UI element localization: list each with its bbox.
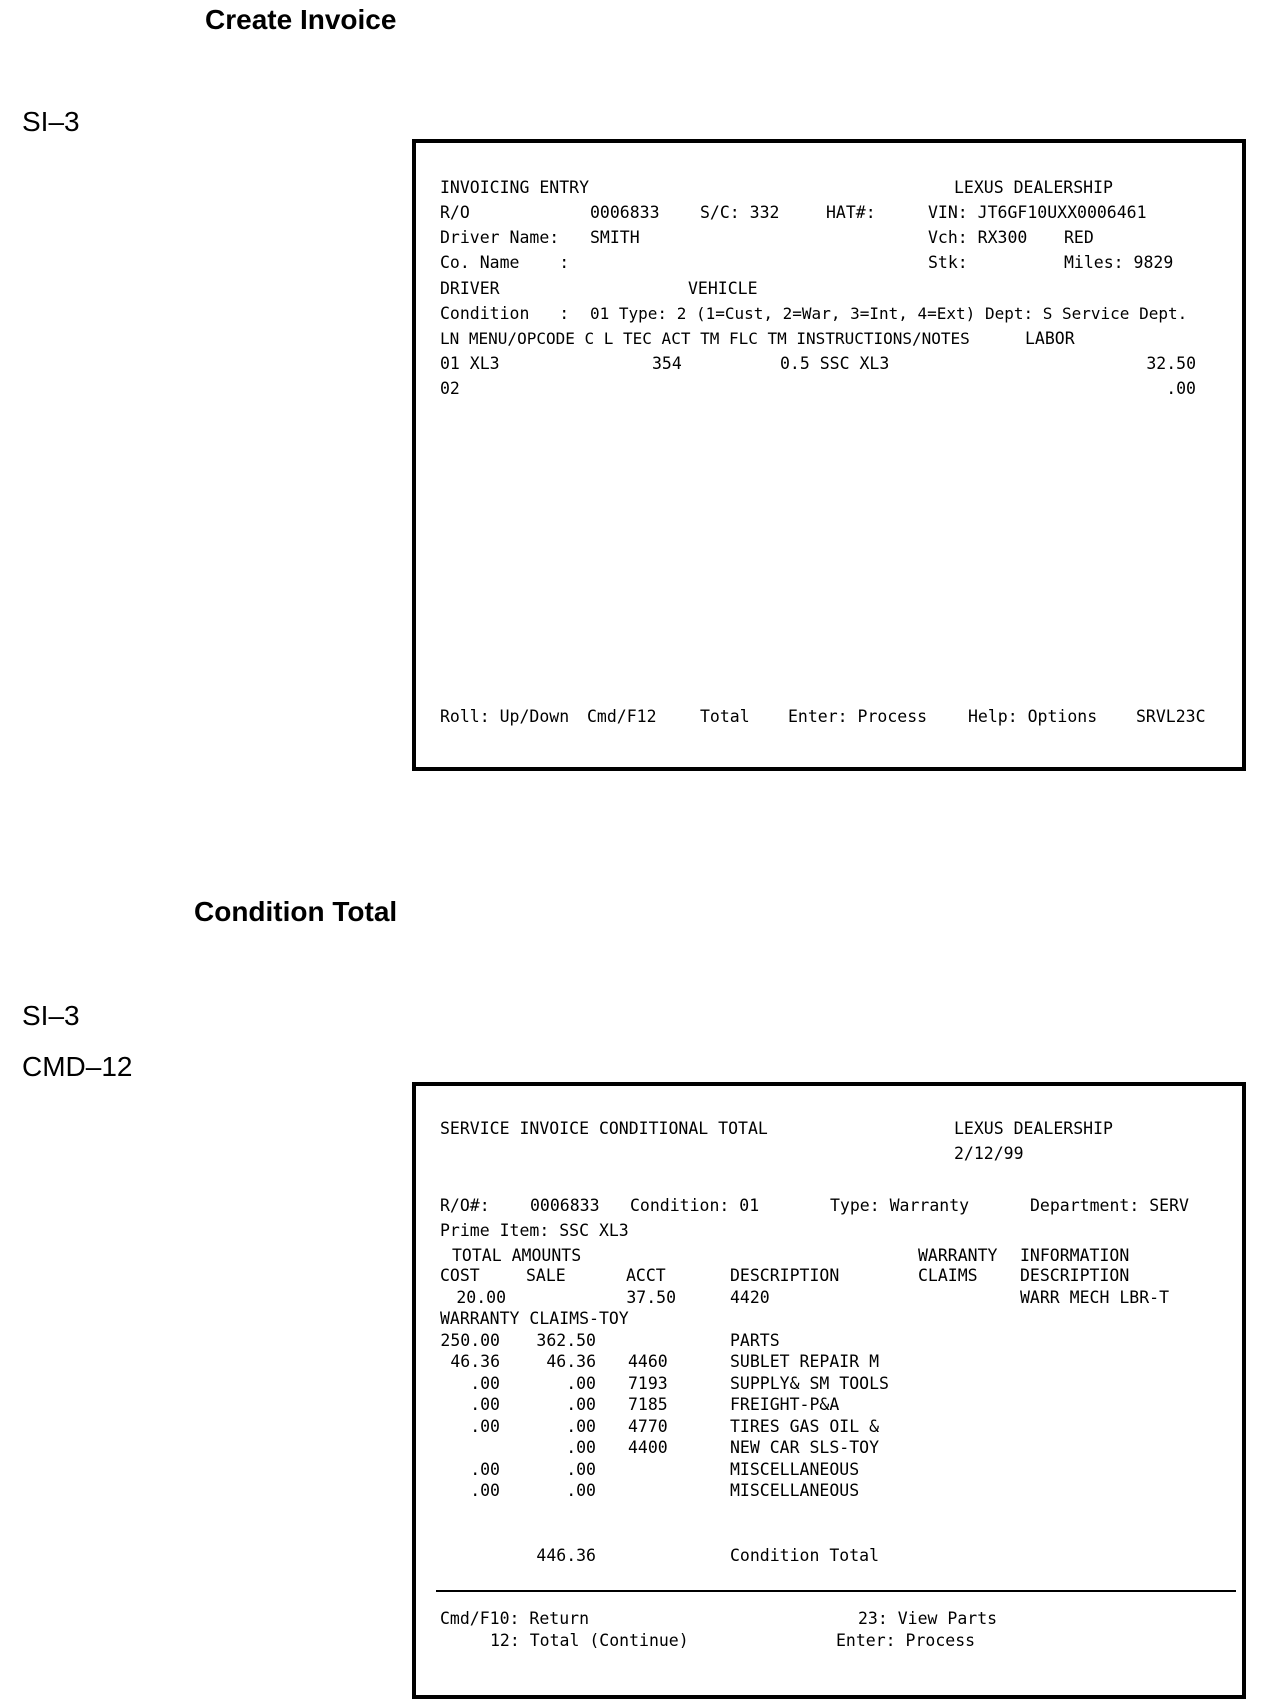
description-value: NEW CAR SLS-TOY bbox=[730, 1438, 880, 1457]
help-options-key[interactable]: Help: Options bbox=[968, 707, 1098, 726]
return-key[interactable]: Cmd/F10: Return bbox=[440, 1609, 590, 1628]
description-column-header: DESCRIPTION bbox=[730, 1266, 840, 1285]
ro-value: 0006833 bbox=[530, 1196, 600, 1215]
dealer-name: LEXUS DEALERSHIP bbox=[954, 1119, 1113, 1138]
cost-value: 46.36 bbox=[450, 1352, 500, 1371]
cost-value: 250.00 bbox=[440, 1331, 500, 1350]
dealer-name: LEXUS DEALERSHIP bbox=[954, 178, 1113, 197]
line-number-opcode: 02 bbox=[440, 379, 460, 398]
total-amounts-heading: TOTAL AMOUNTS bbox=[452, 1246, 582, 1265]
sale-value: .00 bbox=[566, 1374, 596, 1393]
section-title-create-invoice: Create Invoice bbox=[205, 4, 397, 35]
acct-value: 7185 bbox=[628, 1395, 668, 1414]
driver-name-value[interactable]: SMITH bbox=[590, 228, 640, 247]
service-counter: S/C: 332 bbox=[700, 203, 780, 222]
stock-label: Stk: bbox=[928, 253, 968, 272]
warranty-description-header: DESCRIPTION bbox=[1020, 1266, 1130, 1285]
labor-amount: .00 bbox=[1166, 379, 1196, 398]
vehicle-color: RED bbox=[1064, 228, 1094, 247]
description-value: SUBLET REPAIR M bbox=[730, 1352, 880, 1371]
warranty-claims-label: WARRANTY CLAIMS-TOY bbox=[440, 1309, 629, 1328]
line-number-opcode: 01 XL3 bbox=[440, 354, 500, 373]
acct-value: 4420 bbox=[730, 1288, 770, 1307]
acct-value: 4400 bbox=[628, 1438, 668, 1457]
condition-total-screen bbox=[412, 1082, 1246, 1699]
cmd-f12-key[interactable]: Cmd/F12 bbox=[587, 707, 657, 726]
cost-column-header: COST bbox=[440, 1266, 480, 1285]
roll-instruction[interactable]: Roll: Up/Down bbox=[440, 707, 570, 726]
description-value: TIRES GAS OIL & bbox=[730, 1417, 880, 1436]
invoice-date: 2/12/99 bbox=[954, 1144, 1024, 1163]
hat-number: HAT#: bbox=[826, 203, 876, 222]
description-value: MISCELLANEOUS bbox=[730, 1460, 860, 1479]
sale-value: .00 bbox=[566, 1417, 596, 1436]
acct-value: 4460 bbox=[628, 1352, 668, 1371]
information-heading: INFORMATION bbox=[1020, 1246, 1130, 1265]
sale-value: .00 bbox=[566, 1438, 596, 1457]
sale-value: 46.36 bbox=[546, 1352, 596, 1371]
acct-column-header: ACCT bbox=[626, 1266, 666, 1285]
reference-label-si3: SI–3 bbox=[22, 1000, 80, 1031]
acct-value: 4770 bbox=[628, 1417, 668, 1436]
reference-label-cmd12: CMD–12 bbox=[22, 1051, 133, 1082]
section-title-condition-total: Condition Total bbox=[194, 896, 398, 927]
sale-value: 37.50 bbox=[626, 1288, 676, 1307]
labor-amount: 32.50 bbox=[1146, 354, 1196, 373]
claims-column-header: CLAIMS bbox=[918, 1266, 978, 1285]
vin-value: VIN: JT6GF10UXX0006461 bbox=[928, 203, 1147, 222]
footer-divider bbox=[436, 1590, 1236, 1592]
cost-value: .00 bbox=[470, 1481, 500, 1500]
acct-value: 7193 bbox=[628, 1374, 668, 1393]
screen-title: INVOICING ENTRY bbox=[440, 178, 590, 197]
sale-value: .00 bbox=[566, 1395, 596, 1414]
screen-title: SERVICE INVOICE CONDITIONAL TOTAL bbox=[440, 1119, 768, 1138]
driver-name-label: Driver Name: bbox=[440, 228, 560, 247]
cost-value: .00 bbox=[470, 1417, 500, 1436]
company-name-label: Co. Name : bbox=[440, 253, 570, 272]
cost-value: .00 bbox=[470, 1460, 500, 1479]
enter-process-key[interactable]: Enter: Process bbox=[836, 1631, 976, 1650]
line-columns-header: LN MENU/OPCODE C L TEC ACT TM FLC TM INSTRUCTIONS/NOTES bbox=[440, 329, 970, 348]
cost-value: .00 bbox=[470, 1374, 500, 1393]
warranty-description: WARR MECH LBR-T bbox=[1020, 1288, 1170, 1307]
labor-column-header: LABOR bbox=[1025, 329, 1075, 348]
condition-total-value: 446.36 bbox=[536, 1546, 596, 1565]
condition-total-label: Condition Total bbox=[730, 1546, 880, 1565]
enter-process-key[interactable]: Enter: Process bbox=[788, 707, 928, 726]
sale-column-header: SALE bbox=[526, 1266, 566, 1285]
condition-label: Condition : bbox=[440, 304, 570, 323]
flag-time-notes: 0.5 SSC XL3 bbox=[780, 354, 890, 373]
ro-label: R/O bbox=[440, 203, 470, 222]
program-id: SRVL23C bbox=[1136, 707, 1206, 726]
sale-value: 362.50 bbox=[536, 1331, 596, 1350]
sale-value: .00 bbox=[566, 1481, 596, 1500]
ro-value[interactable]: 0006833 bbox=[590, 203, 660, 222]
cost-value: .00 bbox=[470, 1395, 500, 1414]
ro-label: R/O#: bbox=[440, 1196, 490, 1215]
description-value: MISCELLANEOUS bbox=[730, 1481, 860, 1500]
warranty-heading: WARRANTY bbox=[918, 1246, 998, 1265]
miles-value: Miles: 9829 bbox=[1064, 253, 1174, 272]
condition-number: Condition: 01 bbox=[630, 1196, 760, 1215]
description-value: SUPPLY& SM TOOLS bbox=[730, 1374, 889, 1393]
driver-heading: DRIVER bbox=[440, 279, 500, 298]
invoicing-entry-screen bbox=[412, 139, 1246, 771]
reference-label-si3: SI–3 bbox=[22, 106, 80, 137]
cost-value: 20.00 bbox=[456, 1288, 506, 1307]
condition-value[interactable]: 01 Type: 2 (1=Cust, 2=War, 3=Int, 4=Ext) Dept: S Service Dept. bbox=[590, 304, 1188, 323]
department: Department: SERV bbox=[1030, 1196, 1189, 1215]
vehicle-heading: VEHICLE bbox=[688, 279, 758, 298]
description-value: FREIGHT-P&A bbox=[730, 1395, 840, 1414]
technician: 354 bbox=[652, 354, 682, 373]
view-parts-key[interactable]: 23: View Parts bbox=[858, 1609, 998, 1628]
total-continue-key[interactable]: 12: Total (Continue) bbox=[490, 1631, 689, 1650]
sale-value: .00 bbox=[566, 1460, 596, 1479]
description-value: PARTS bbox=[730, 1331, 780, 1350]
total-key[interactable]: Total bbox=[700, 707, 750, 726]
vehicle-model: Vch: RX300 bbox=[928, 228, 1028, 247]
prime-item: Prime Item: SSC XL3 bbox=[440, 1221, 629, 1240]
condition-type: Type: Warranty bbox=[830, 1196, 970, 1215]
